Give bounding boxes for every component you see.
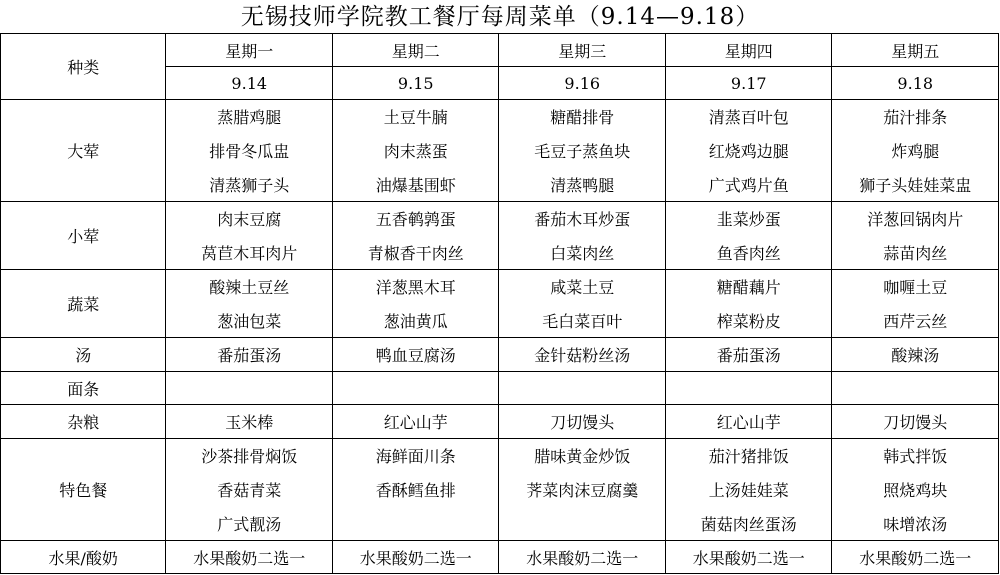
date-header: 9.17 (665, 67, 832, 100)
date-header: 9.14 (166, 67, 333, 100)
dish-cell: 肉末豆腐 (166, 202, 333, 236)
dish-cell: 咸菜土豆 (499, 270, 666, 304)
dish-cell: 菌菇肉丝蛋汤 (665, 507, 832, 541)
dish-cell: 西芹云丝 (832, 304, 999, 338)
dish-cell: 炸鸡腿 (832, 134, 999, 168)
dish-cell: 蒜苗肉丝 (832, 236, 999, 270)
dish-cell: 荠菜肉沫豆腐羹 (499, 473, 666, 507)
dish-cell: 鱼香肉丝 (665, 236, 832, 270)
category-label: 小荤 (1, 202, 166, 270)
dish-cell: 红心山芋 (665, 405, 832, 439)
dish-cell: 番茄木耳炒蛋 (499, 202, 666, 236)
category-label: 面条 (1, 372, 166, 405)
dish-cell: 水果酸奶二选一 (499, 541, 666, 574)
menu-row (1, 439, 999, 473)
day-header: 星期五 (832, 34, 999, 67)
category-header: 种类 (1, 34, 166, 100)
menu-row (1, 338, 999, 372)
day-header: 星期四 (665, 34, 832, 67)
menu-row (1, 541, 999, 574)
dish-cell: 韭菜炒蛋 (665, 202, 832, 236)
date-header: 9.16 (499, 67, 666, 100)
dish-cell: 韩式拌饭 (832, 439, 999, 473)
dish-cell: 广式靓汤 (166, 507, 333, 541)
menu-row (1, 405, 999, 439)
dish-cell: 酸辣汤 (832, 338, 999, 372)
menu-row (1, 202, 999, 236)
dish-cell: 排骨冬瓜盅 (166, 134, 333, 168)
menu-row (1, 372, 999, 405)
dish-cell (499, 372, 666, 405)
dish-cell: 土豆牛腩 (332, 100, 499, 134)
dish-cell: 青椒香干肉丝 (332, 236, 499, 270)
dish-cell: 榨菜粉皮 (665, 304, 832, 338)
dish-cell: 清蒸百叶包 (665, 100, 832, 134)
dish-cell: 糖醋藕片 (665, 270, 832, 304)
dish-cell: 腊味黄金炒饭 (499, 439, 666, 473)
category-label: 蔬菜 (1, 270, 166, 338)
dish-cell: 毛豆子蒸鱼块 (499, 134, 666, 168)
category-label: 汤 (1, 338, 166, 372)
dish-cell: 茄汁猪排饭 (665, 439, 832, 473)
dish-cell: 白菜肉丝 (499, 236, 666, 270)
dish-cell: 海鲜面川条 (332, 439, 499, 473)
dish-cell: 照烧鸡块 (832, 473, 999, 507)
dish-cell: 金针菇粉丝汤 (499, 338, 666, 372)
category-label: 水果/酸奶 (1, 541, 166, 574)
dish-cell: 刀切馒头 (499, 405, 666, 439)
dish-cell: 鸭血豆腐汤 (332, 338, 499, 372)
dish-cell: 茄汁排条 (832, 100, 999, 134)
day-header: 星期一 (166, 34, 333, 67)
dish-cell: 番茄蛋汤 (665, 338, 832, 372)
dish-cell: 水果酸奶二选一 (832, 541, 999, 574)
dish-cell: 莴苣木耳肉片 (166, 236, 333, 270)
dish-cell: 清蒸鸭腿 (499, 168, 666, 202)
category-label: 大荤 (1, 100, 166, 202)
dish-cell: 清蒸狮子头 (166, 168, 333, 202)
date-header: 9.18 (832, 67, 999, 100)
dish-cell: 水果酸奶二选一 (332, 541, 499, 574)
dish-cell: 葱油包菜 (166, 304, 333, 338)
dish-cell (499, 507, 666, 541)
day-header: 星期三 (499, 34, 666, 67)
dish-cell: 糖醋排骨 (499, 100, 666, 134)
day-header: 星期二 (332, 34, 499, 67)
dish-cell (665, 372, 832, 405)
dish-cell: 洋葱黑木耳 (332, 270, 499, 304)
dish-cell: 红心山芋 (332, 405, 499, 439)
page-title: 无锡技师学院教工餐厅每周菜单（9.14—9.18） (240, 4, 760, 30)
dish-cell: 毛白菜百叶 (499, 304, 666, 338)
menu-row (1, 100, 999, 134)
dish-cell: 咖喱土豆 (832, 270, 999, 304)
dish-cell: 洋葱回锅肉片 (832, 202, 999, 236)
dish-cell: 香菇青菜 (166, 473, 333, 507)
dish-cell: 番茄蛋汤 (166, 338, 333, 372)
dish-cell: 水果酸奶二选一 (665, 541, 832, 574)
dish-cell (832, 372, 999, 405)
menu-row (1, 270, 999, 304)
dish-cell: 蒸腊鸡腿 (166, 100, 333, 134)
dish-cell: 狮子头娃娃菜盅 (832, 168, 999, 202)
dish-cell (332, 372, 499, 405)
dish-cell (332, 507, 499, 541)
dish-cell: 广式鸡片鱼 (665, 168, 832, 202)
dish-cell: 油爆基围虾 (332, 168, 499, 202)
dish-cell: 肉末蒸蛋 (332, 134, 499, 168)
category-label: 特色餐 (1, 439, 166, 541)
dish-cell: 酸辣土豆丝 (166, 270, 333, 304)
dish-cell: 味增浓汤 (832, 507, 999, 541)
dish-cell: 玉米棒 (166, 405, 333, 439)
dish-cell: 香酥鳕鱼排 (332, 473, 499, 507)
dish-cell: 沙茶排骨焖饭 (166, 439, 333, 473)
dish-cell: 水果酸奶二选一 (166, 541, 333, 574)
dish-cell: 上汤娃娃菜 (665, 473, 832, 507)
header-row-days (1, 34, 999, 67)
date-header: 9.15 (332, 67, 499, 100)
dish-cell: 葱油黄瓜 (332, 304, 499, 338)
dish-cell: 红烧鸡边腿 (665, 134, 832, 168)
weekly-menu-table (0, 33, 999, 574)
dish-cell (166, 372, 333, 405)
dish-cell: 刀切馒头 (832, 405, 999, 439)
category-label: 杂粮 (1, 405, 166, 439)
dish-cell: 五香鹌鹑蛋 (332, 202, 499, 236)
